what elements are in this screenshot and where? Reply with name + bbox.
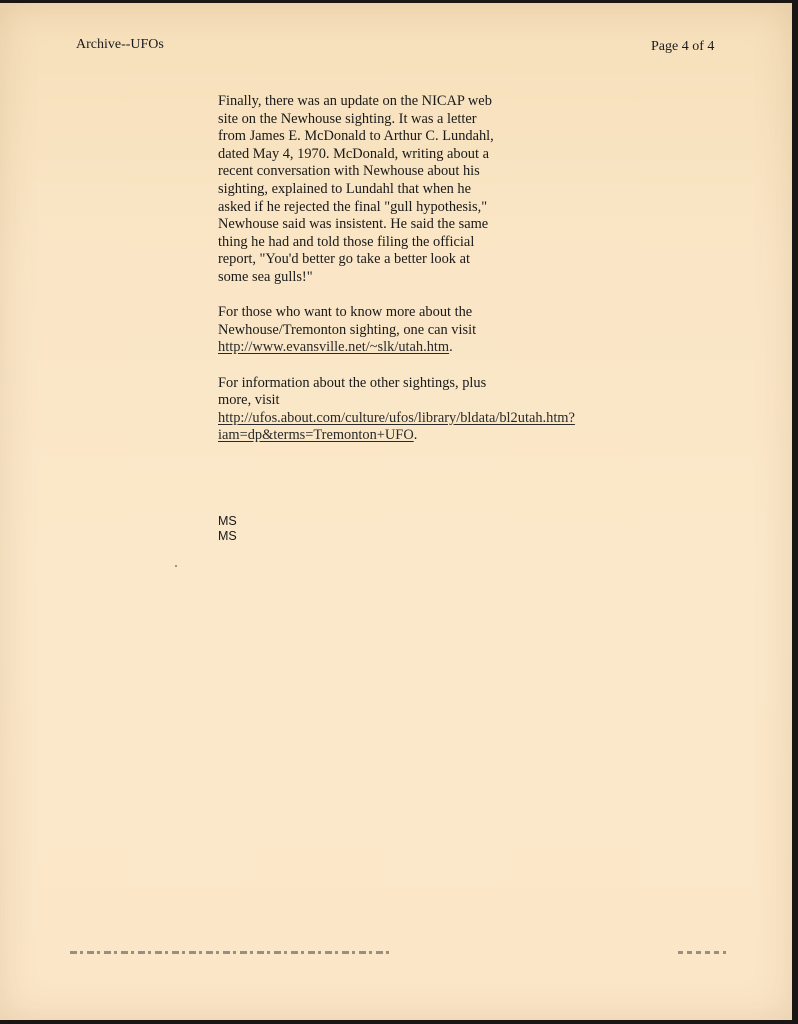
paragraph-text: For those who want to know more about the Newhouse/Tremonton sighting, one can visit (218, 304, 477, 338)
paragraph-nicap-update: Finally, there was an update on the NICAP web site on the Newhouse sighting. It was a letter from James E. McDonald to Arthur C. Lundahl, dated May 4, 1970. McDonald, writing about a recent conversation with Newhouse about his sighting, explained to Lundahl that when he asked if he rejected the final "gull hypothesis," Newhouse said was insistent. He said the same thing he had and told those filing the official report, "You'd better go take a better look at some sea gulls!" (218, 93, 494, 285)
header-archive-title: Archive--UFOs (76, 37, 164, 52)
footer-illegible-right (678, 951, 726, 954)
initials-line-1: MS (218, 514, 237, 528)
header-page-number: Page 4 of 4 (651, 39, 715, 54)
paragraph-end: . (413, 427, 418, 444)
article-body (218, 93, 618, 462)
about-com-link[interactable]: http://ufos.about.com/culture/ufos/library/bldata/bl2utah.htm? iam=dp&terms=Tremonton+UFO (218, 409, 575, 444)
paper-speck (175, 565, 177, 567)
evansville-link[interactable]: http://www.evansville.net/~slk/utah.htm (218, 339, 450, 356)
paragraph-end: . (449, 339, 453, 356)
footer-illegible-left (70, 951, 390, 954)
initials-line-2: MS (218, 529, 237, 543)
paragraph-other-sightings (218, 375, 618, 445)
paragraph-text: For information about the other sightings, plus more, visit (218, 374, 487, 409)
paragraph-newhouse-link (218, 304, 618, 357)
author-initials (218, 514, 237, 544)
document-page (0, 3, 792, 1020)
